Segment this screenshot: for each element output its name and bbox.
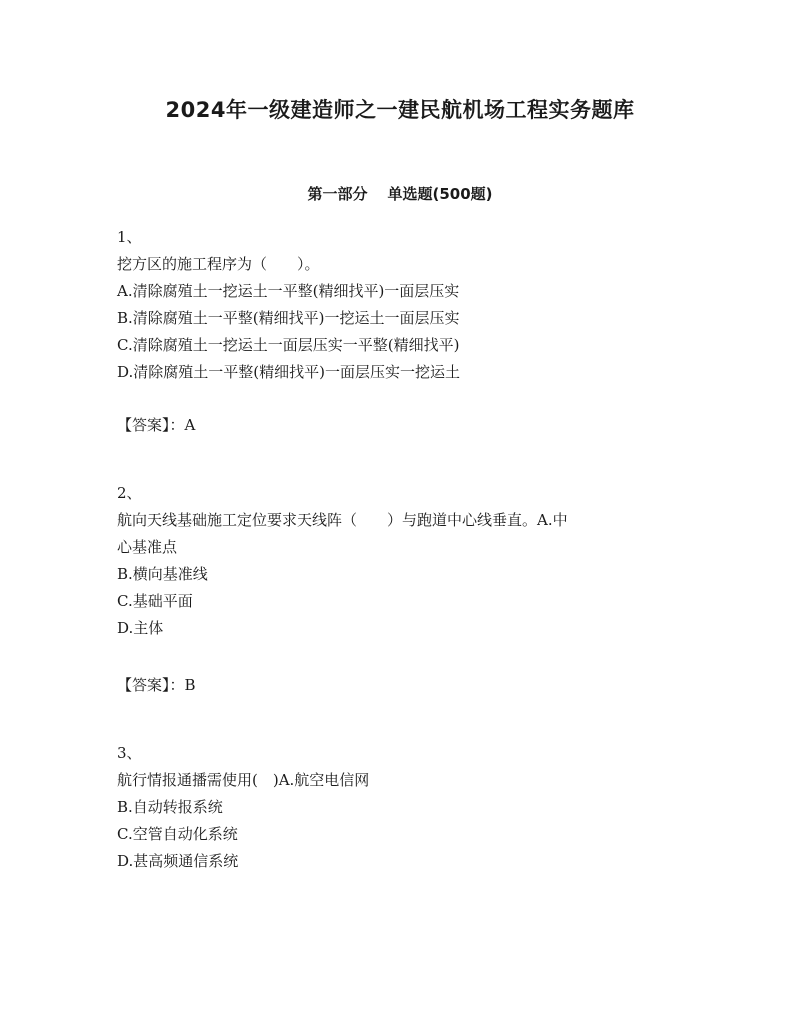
option-b: B.横向基准线 bbox=[117, 565, 208, 583]
section-subtitle: 单选题(500题) bbox=[387, 185, 493, 203]
answer-value: A bbox=[184, 416, 196, 434]
question-stem-line-2: 心基准点 bbox=[117, 538, 178, 556]
document-title: 2024年一级建造师之一建民航机场工程实务题库 bbox=[165, 98, 635, 122]
question-number: 1、 bbox=[117, 228, 142, 246]
question-3 bbox=[117, 740, 677, 875]
answer-value: B bbox=[184, 676, 196, 694]
option-d: D.主体 bbox=[117, 619, 164, 637]
question-stem: 挖方区的施工程序为（ ）。 bbox=[117, 255, 320, 273]
option-c: C.空管自动化系统 bbox=[117, 825, 238, 843]
option-c: C.清除腐殖土一挖运土一面层压实一平整(精细找平) bbox=[117, 336, 460, 354]
question-number: 2、 bbox=[117, 484, 142, 502]
option-b: B.清除腐殖土一平整(精细找平)一挖运土一面层压实 bbox=[117, 309, 460, 327]
question-1 bbox=[117, 224, 677, 386]
answer-2 bbox=[117, 672, 196, 699]
section-title: 第一部分 bbox=[307, 185, 368, 203]
answer-label: 【答案】： bbox=[117, 676, 185, 694]
section-heading bbox=[0, 183, 800, 204]
answer-label: 【答案】： bbox=[117, 416, 185, 434]
option-c: C.基础平面 bbox=[117, 592, 193, 610]
option-a: A.清除腐殖土一挖运土一平整(精细找平)一面层压实 bbox=[117, 282, 460, 300]
answer-1 bbox=[117, 412, 195, 439]
option-b: B.自动转报系统 bbox=[117, 798, 223, 816]
question-number: 3、 bbox=[117, 744, 142, 762]
option-d: D.甚高频通信系统 bbox=[117, 852, 239, 870]
question-stem-line-1: 航向天线基础施工定位要求天线阵（ ）与跑道中心线垂直。A.中 bbox=[117, 511, 568, 529]
option-d: D.清除腐殖土一平整(精细找平)一面层压实一挖运土 bbox=[117, 363, 460, 381]
question-stem: 航行情报通播需使用( )A.航空电信网 bbox=[117, 771, 370, 789]
question-2 bbox=[117, 480, 677, 642]
